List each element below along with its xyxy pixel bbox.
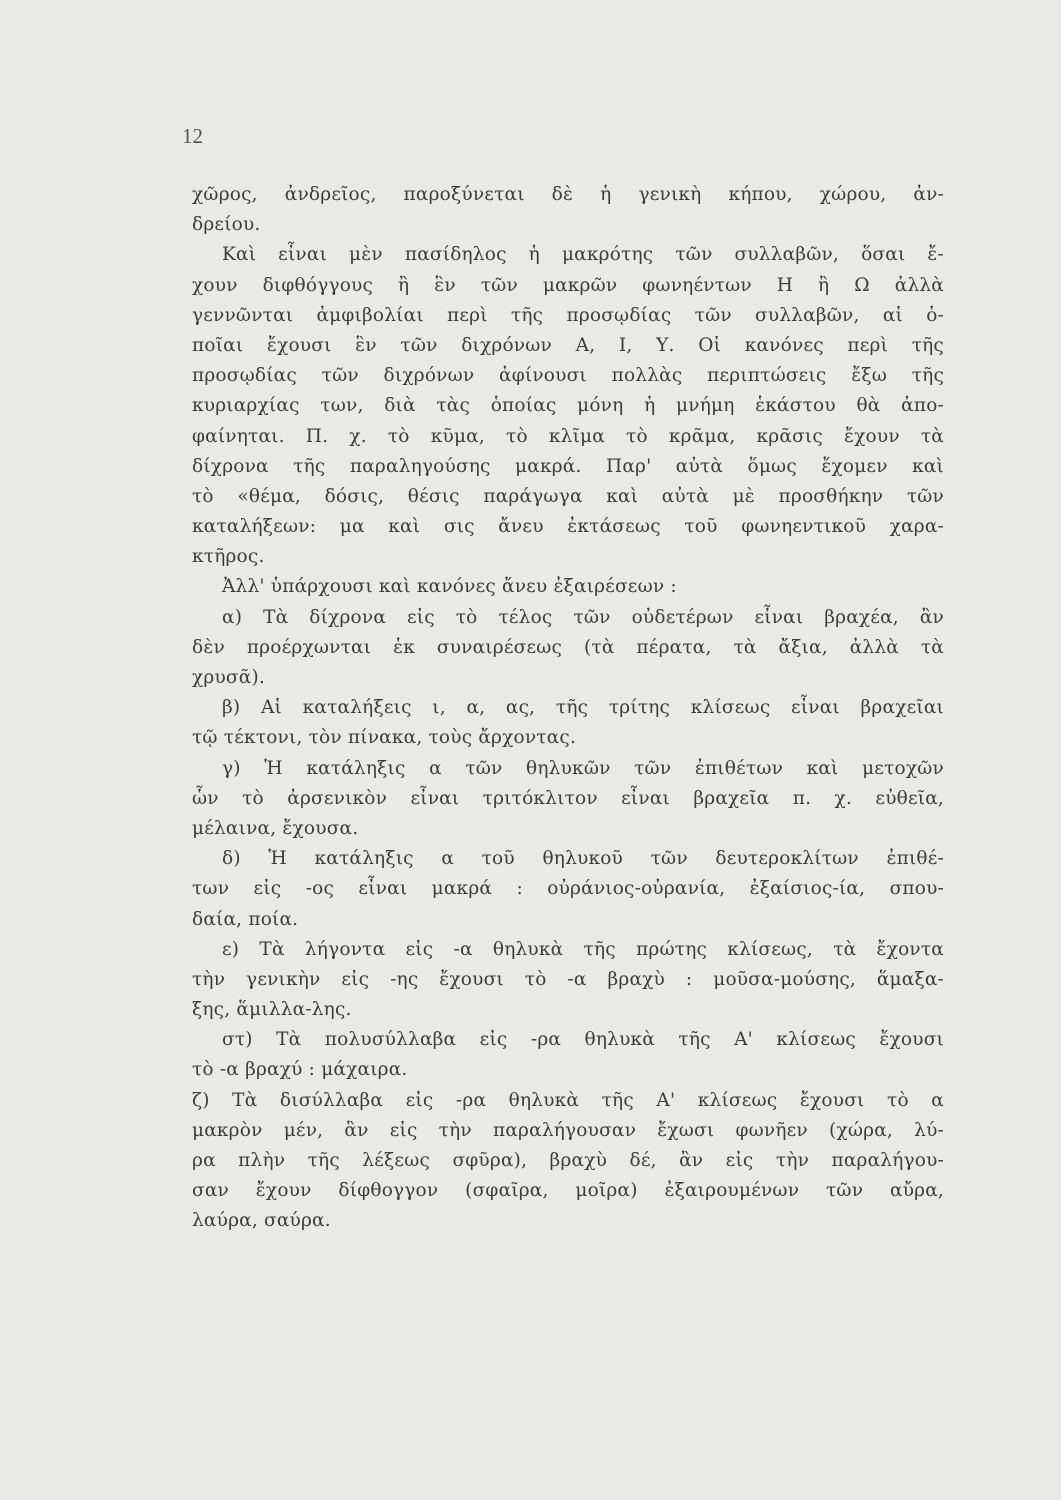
text-line: κυριαρχίας των, διὰ τὰς ὁποίας μόνη ἡ μνήμη ἑκάστου θὰ ἀπο- xyxy=(192,395,944,417)
text-line: ὧν τὸ ἀρσενικὸν εἶναι τριτόκλιτον εἶναι βραχεῖα π. χ. εὐθεῖα, xyxy=(192,787,944,809)
text-line: τῷ τέκτονι, τὸν πίνακα, τοὺς ἄρχοντας. xyxy=(192,727,577,749)
text-line: των εἰς -ος εἶναι μακρά : οὐράνιος-οὐρανία, ἐξαίσιος-ία, σπου- xyxy=(192,878,944,900)
text-line: β) Αἱ καταλήξεις ι, α, ας, τῆς τρίτης κλίσεως εἶναι βραχεῖαι xyxy=(222,697,944,719)
text-line: δίχρονα τῆς παραληγούσης μακρά. Παρ' αὐτὰ ὅμως ἔχομεν καὶ xyxy=(192,455,944,477)
text-line: σαν ἔχουν δίφθογγον (σφαῖρα, μοῖρα) ἐξαιρουμένων τῶν αὔρα, xyxy=(192,1180,944,1202)
text-body xyxy=(192,180,944,1237)
text-line: χρυσᾶ). xyxy=(192,667,265,688)
text-line: προσῳδίας τῶν διχρόνων ἀφίνουσι πολλὰς περιπτώσεις ἔξω τῆς xyxy=(192,365,944,387)
text-line: ζ) Τὰ δισύλλαβα εἰς -ρα θηλυκὰ τῆς Α' κλίσεως ἔχουσι τὸ α xyxy=(192,1089,944,1111)
text-line: δαία, ποία. xyxy=(192,908,299,930)
text-line: μέλαινα, ἔχουσα. xyxy=(192,817,359,839)
text-line: δρείου. xyxy=(192,214,261,236)
text-line: δὲν προέρχωνται ἐκ συναιρέσεως (τὰ πέρατα, τὰ ἄξια, ἀλλὰ τὰ xyxy=(192,636,944,658)
text-line: τὸ «θέμα, δόσις, θέσις παράγωγα καὶ αὐτὰ μὲ προσθήκην τῶν xyxy=(192,485,944,507)
text-line: δ) Ἡ κατάληξις α τοῦ θηλυκοῦ τῶν δευτεροκλίτων ἐπιθέ- xyxy=(222,848,944,870)
text-line: Καὶ εἶναι μὲν πασίδηλος ἡ μακρότης τῶν συλλαβῶν, ὅσαι ἔ- xyxy=(222,244,944,266)
text-line: χῶρος, ἀνδρεῖος, παροξύνεται δὲ ἡ γενικὴ κήπου, χώρου, ἀν- xyxy=(192,184,944,205)
text-line: γεννῶνται ἀμφιβολίαι περὶ τῆς προσῳδίας τῶν συλλαβῶν, αἱ ὁ- xyxy=(192,304,944,326)
text-line: ποῖαι ἔχουσι ἓν τῶν διχρόνων Α, Ι, Υ. Οἱ κανόνες περὶ τῆς xyxy=(192,334,944,356)
page-number: 12 xyxy=(182,124,203,148)
text-line: ρα πλὴν τῆς λέξεως σφῦρα), βραχὺ δέ, ἂν εἰς τὴν παραλήγου- xyxy=(192,1150,944,1171)
text-line: ε) Τὰ λήγοντα εἰς -α θηλυκὰ τῆς πρώτης κλίσεως, τὰ ἔχοντα xyxy=(222,938,944,960)
text-line: μακρὸν μέν, ἂν εἰς τὴν παραλήγουσαν ἔχωσι φωνῆεν (χώρα, λύ- xyxy=(192,1119,944,1141)
text-line: κτῆρος. xyxy=(192,546,265,568)
text-line: γ) Ἡ κατάληξις α τῶν θηλυκῶν τῶν ἐπιθέτων καὶ μετοχῶν xyxy=(222,757,944,779)
text-line: Ἀλλ' ὑπάρχουσι καὶ κανόνες ἄνευ ἐξαιρέσεων : xyxy=(222,576,677,598)
text-line: λαύρα, σαύρα. xyxy=(192,1210,331,1232)
text-line: φαίνηται. Π. χ. τὸ κῦμα, τὸ κλῖμα τὸ κρᾶμα, κρᾶσις ἔχουν τὰ xyxy=(192,425,944,447)
text-line: ξης, ἅμιλλα-λης. xyxy=(192,999,352,1021)
text-line: τὸ -α βραχύ : μάχαιρα. xyxy=(192,1059,408,1081)
text-line: α) Τὰ δίχρονα εἰς τὸ τέλος τῶν οὐδετέρων εἶναι βραχέα, ἂν xyxy=(222,606,944,628)
text-line: στ) Τὰ πολυσύλλαβα εἰς -ρα θηλυκὰ τῆς Α' κλίσεως ἔχουσι xyxy=(222,1029,944,1051)
text-line: τὴν γενικὴν εἰς -ης ἔχουσι τὸ -α βραχὺ : μοῦσα-μούσης, ἅμαξα- xyxy=(192,968,944,990)
text-line: χουν διφθόγγους ἢ ἓν τῶν μακρῶν φωνηέντων Η ἢ Ω ἀλλὰ xyxy=(192,274,944,296)
text-line: καταλήξεων: μα καὶ σις ἄνευ ἐκτάσεως τοῦ φωνηεντικοῦ χαρα- xyxy=(192,516,944,538)
